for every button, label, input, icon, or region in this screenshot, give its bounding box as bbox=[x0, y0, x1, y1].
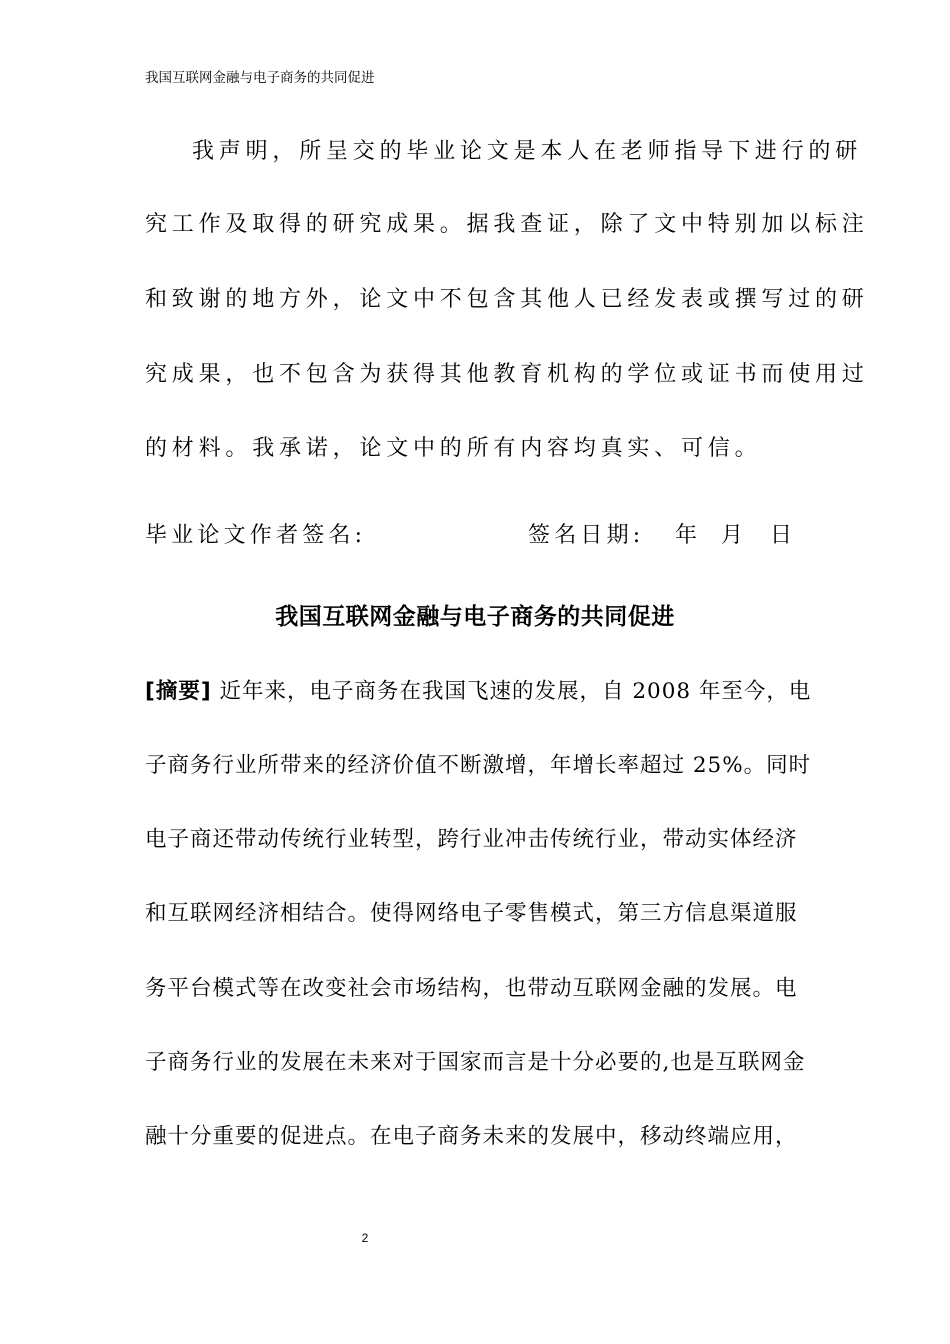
signature-label: 毕业论文作者签名: bbox=[145, 523, 367, 548]
abstract-line-3: 电子商还带动传统行业转型，跨行业冲击传统行业，带动实体经济 bbox=[145, 827, 798, 852]
abstract-line-4: 和互联网经济相结合。使得网络电子零售模式，第三方信息渠道服 bbox=[145, 901, 798, 926]
running-header: 我国互联网金融与电子商务的共同促进 bbox=[145, 70, 375, 86]
declaration-line-5: 的材料。我承诺，论文中的所有内容均真实、可信。 bbox=[145, 436, 762, 461]
abstract-line-2: 子商务行业所带来的经济价值不断激增，年增长率超过 25%。同时 bbox=[145, 753, 812, 778]
declaration-line-1: 我声明，所呈交的毕业论文是本人在老师指导下进行的研 bbox=[192, 139, 863, 164]
paper-title: 我国互联网金融与电子商务的共同促进 bbox=[275, 604, 675, 630]
abstract-line-5: 务平台模式等在改变社会市场结构，也带动互联网金融的发展。电 bbox=[145, 976, 798, 1001]
abstract-line-1 bbox=[145, 681, 810, 703]
abstract-line-7: 融十分重要的促进点。在电子商务未来的发展中，移动终端应用， bbox=[145, 1124, 798, 1149]
year-label: 年 bbox=[675, 523, 702, 548]
declaration-line-3: 和致谢的地方外，论文中不包含其他人已经发表或撰写过的研 bbox=[145, 287, 869, 312]
abstract-text: 近年来，电子商务在我国飞速的发展，自 2008 年至今，电 bbox=[219, 679, 812, 704]
month-label: 月 bbox=[721, 523, 748, 548]
page-number: 2 bbox=[361, 1231, 369, 1245]
date-label: 签名日期: bbox=[528, 523, 645, 548]
declaration-line-2: 究工作及取得的研究成果。据我查证，除了文中特别加以标注 bbox=[145, 212, 869, 237]
day-label: 日 bbox=[770, 523, 797, 548]
abstract-label: [摘要] bbox=[145, 679, 212, 704]
signature-row bbox=[145, 518, 810, 548]
abstract-line-6: 子商务行业的发展在未来对于国家而言是十分必要的,也是互联网金 bbox=[145, 1050, 806, 1075]
declaration-line-4: 究成果，也不包含为获得其他教育机构的学位或证书而使用过 bbox=[145, 362, 869, 387]
